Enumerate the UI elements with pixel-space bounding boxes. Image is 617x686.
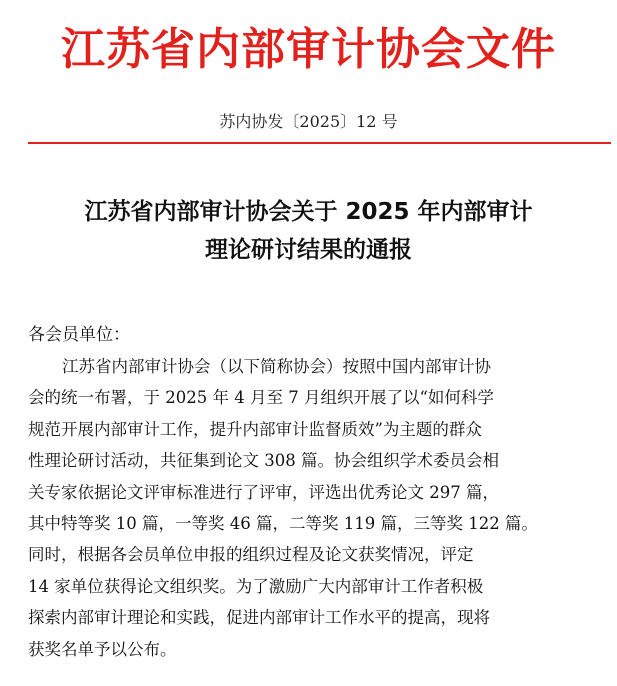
notice-title-line-1: 江苏省内部审计协会关于 2025 年内部审计 [84,199,533,225]
body-line: 其中特等奖 10 篇，一等奖 46 篇，二等奖 119 篇，三等奖 122 篇。 [28,513,538,533]
body-line: 探索内部审计理论和实践，促进内部审计工作水平的提高，现将 [28,608,490,628]
salutation: 各会员单位： [28,325,130,345]
body-line: 规范开展内部审计工作，提升内部审计监督质效”为主题的群众 [28,419,482,439]
body-line: 会的统一布署，于 2025 年 4 月至 7 月组织开展了以“如何科学 [28,388,494,408]
body-line: 同时，根据各会员单位申报的组织过程及论文获奖情况，评定 [28,545,474,565]
body-paragraph [28,351,588,665]
body-line: 江苏省内部审计协会（以下简称协会）按照中国内部审计协 [62,357,491,376]
body-line: 关专家依据论文评审标准进行了评审，评选出优秀论文 297 篇， [28,482,499,502]
body-line: 14 家单位获得论文组织奖。为了激励广大内部审计工作者积极 [28,576,484,596]
document-number: 苏内协发〔2025〕12 号 [219,112,398,131]
body-line: 性理论研讨活动，共征集到论文 308 篇。协会组织学术委员会相 [28,451,499,471]
issuer-title: 江苏省内部审计协会文件 [61,24,556,75]
body-line: 获奖名单予以公布。 [28,639,177,659]
red-divider-line [28,142,611,144]
notice-title [0,193,617,269]
notice-title-line-2: 理论研讨结果的通报 [205,237,412,263]
